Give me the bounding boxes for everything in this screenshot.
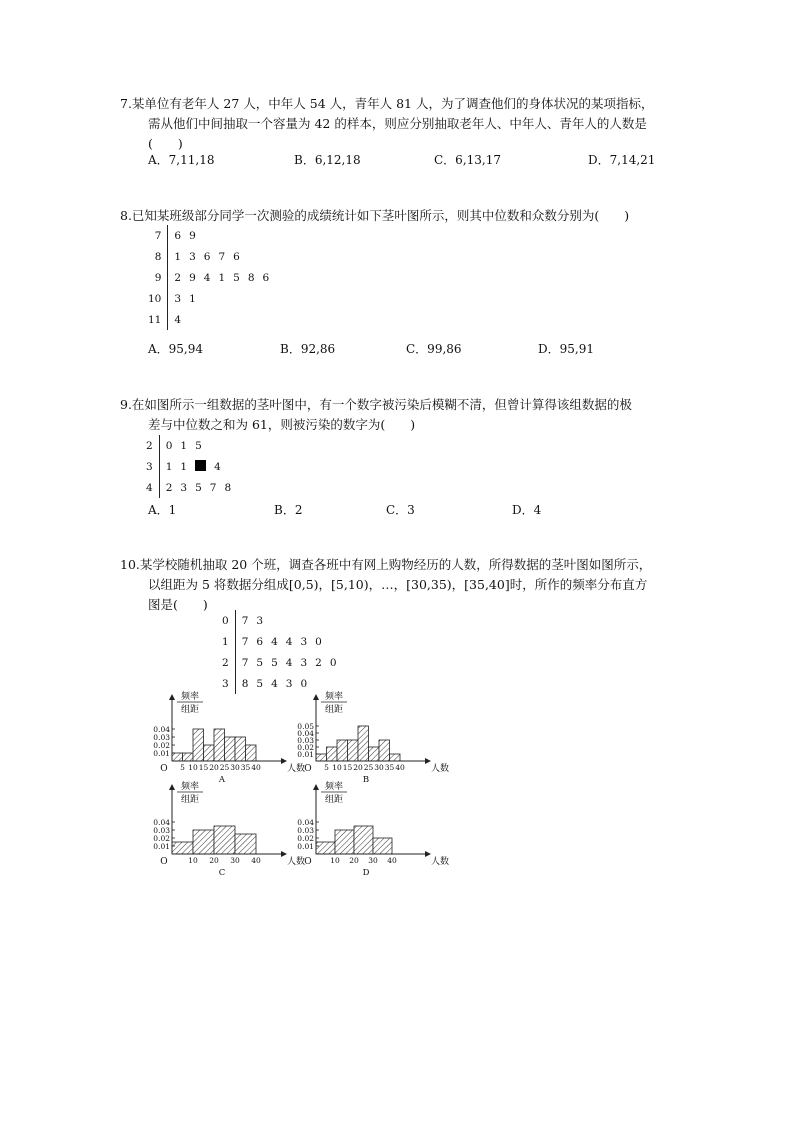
y-tick-label: 0.03 [153,826,170,835]
leaf-digit: 6 [256,635,264,648]
histogram-bar [316,754,327,761]
histogram-bar [235,834,256,854]
stem-value: 0 [222,610,235,631]
leaf-values [168,288,277,309]
x-tick-label: 5 [324,763,329,772]
q7-line3: ( ) [148,136,183,151]
stem-value: 2 [222,652,235,673]
leaf-digit: 4 [271,635,278,648]
x-tick-label: 30 [374,763,384,772]
stem-value: 7 [148,225,168,246]
x-tick-label: 15 [342,763,353,772]
q9-option-b[interactable]: B．2 [274,503,303,517]
histogram-bar [369,747,380,761]
y-tick-label: 0.01 [153,749,170,758]
x-tick-label: 25 [219,763,230,772]
y-tick-label: 0.01 [153,842,170,851]
x-tick-label: 35 [240,763,251,772]
histogram-bar [172,753,183,761]
y-tick-label: 0.01 [297,750,314,759]
y-axis-label-top: 频率 [180,692,200,702]
histogram-bar [193,830,214,854]
histogram-bar [335,830,354,854]
q8-option-a[interactable]: A．95,94 [148,342,204,356]
x-tick-label: 20 [209,763,219,772]
stem-leaf-row [148,246,277,267]
leaf-digit: 7 [241,635,249,648]
y-axis-label-bottom: 组距 [180,795,200,805]
y-tick-label: 0.03 [297,736,314,745]
stem-leaf-row [146,477,239,498]
chart-letter-label: B [362,775,370,785]
question-9 [120,395,710,435]
stem-leaf-row [222,610,345,631]
histogram-bar [246,745,257,761]
y-tick-label: 0.02 [297,834,314,843]
y-tick-label: 0.04 [297,818,314,827]
leaf-values [235,652,344,673]
leaf-digit: 3 [189,250,196,263]
chart-letter-label: D [362,868,370,878]
leaf-digit: 6 [174,229,182,242]
x-tick-label: 20 [349,856,359,865]
question-10 [120,555,710,615]
q8-stem-leaf-plot [148,225,277,330]
histogram-bar [348,740,359,761]
x-tick-label: 10 [188,763,198,772]
leaf-digit: 3 [285,677,293,690]
origin-label: O [304,857,312,867]
leaf-digit: 0 [315,635,322,648]
leaf-digit: 0 [300,677,308,690]
leaf-digit: 1 [165,461,173,473]
stem-value: 3 [146,456,159,477]
leaf-digit: 2 [315,656,322,669]
stem-value: 4 [146,477,159,498]
leaf-digit: 8 [247,271,255,284]
stem-leaf-row [222,631,345,652]
chart-letter-label: C [218,868,226,878]
q7-line2: 需从他们中间抽取一个容量为 42 的样本，则应分别抽取老年人、中年人、青年人的人数是 [148,116,647,131]
leaf-digit: 2 [174,271,182,284]
leaf-digit: 1 [180,461,188,473]
histogram-bar [225,737,236,761]
leaf-digit: 5 [256,677,264,690]
leaf-values [168,267,277,288]
leaf-digit: 2 [165,481,173,494]
y-tick-label: 0.02 [153,834,170,843]
leaf-digit: 8 [241,677,249,690]
y-tick-label: 0.05 [297,722,314,731]
x-tick-label: 10 [188,856,198,865]
histogram-bar [235,737,246,761]
histogram-bar [358,726,369,761]
x-axis-label: 人数 [430,764,450,774]
histogram-bar [316,842,335,854]
leaf-digit: 4 [285,656,293,669]
question-8 [120,206,710,226]
histogram-bar [193,729,204,761]
stem-value: 11 [148,309,168,330]
q9-stem-leaf-plot [146,435,239,498]
y-tick-label: 0.04 [153,725,170,734]
histogram-bar [204,745,215,761]
leaf-digit: 3 [300,635,308,648]
stem-leaf-row [148,309,277,330]
leaf-values [168,309,277,330]
q10-line3: 图是( ) [148,597,208,612]
leaf-digit: 5 [195,481,202,494]
leaf-digit: 5 [195,439,202,452]
q8-option-c[interactable]: C．99,86 [406,342,462,356]
q10-line1: 10.某学校随机抽取 20 个班，调查各班中有网上购物经历的人数，所得数据的茎叶图如图所示， [120,557,652,572]
q7-option-b[interactable]: B．6,12,18 [294,153,361,167]
x-tick-label: 20 [209,856,219,865]
stem-leaf-row [222,652,345,673]
x-tick-label: 40 [251,763,261,772]
smudged-digit [195,460,206,471]
stem-leaf-row [148,267,277,288]
leaf-values [235,610,344,631]
x-tick-label: 30 [230,763,240,772]
y-tick-label: 0.03 [153,733,170,742]
x-tick-label: 10 [332,763,342,772]
leaf-digit: 4 [285,635,293,648]
stem-leaf-row [146,435,239,456]
y-axis-label-top: 频率 [324,692,344,702]
y-axis-label-bottom: 组距 [180,705,200,715]
leaf-digit: 4 [271,677,278,690]
histogram-bar [327,747,338,761]
stem-value: 1 [222,631,235,652]
y-axis-label-bottom: 组距 [324,705,344,715]
x-tick-label: 40 [395,763,405,772]
leaf-values [168,225,277,246]
leaf-values [168,246,277,267]
q7-option-c[interactable]: C．6,13,17 [434,153,501,167]
stem-value: 10 [148,288,168,309]
leaf-digit: 9 [189,271,196,284]
leaf-digit: 0 [165,439,173,452]
leaf-values [159,435,239,456]
q8-option-d[interactable]: D．95,91 [538,342,594,356]
histogram-bar [390,754,401,761]
q9-line1: 9.在如图所示一组数据的茎叶图中，有一个数字被污染后模糊不清，但曾计算得该组数据的极 [120,397,632,412]
x-axis-label: 人数 [286,764,306,774]
q10-stem-leaf-plot [222,610,345,694]
x-tick-label: 5 [180,763,185,772]
histogram-bar [337,740,348,761]
stem-value: 9 [148,267,168,288]
x-tick-label: 40 [387,856,397,865]
leaf-digit: 8 [224,481,232,494]
leaf-digit: 5 [271,656,278,669]
y-tick-label: 0.01 [297,842,314,851]
x-tick-label: 10 [330,856,340,865]
chart-letter-label: A [218,775,226,785]
leaf-digit: 4 [214,461,221,473]
leaf-digit: 7 [241,614,249,627]
x-tick-label: 40 [251,856,261,865]
stem-leaf-row [148,288,277,309]
leaf-digit: 7 [218,250,226,263]
x-axis-label: 人数 [430,857,450,867]
histogram-bar [214,826,235,854]
q9-option-c[interactable]: C．3 [386,503,415,517]
q9-option-d[interactable]: D．4 [512,503,542,517]
leaf-digit: 7 [209,481,217,494]
x-tick-label: 30 [368,856,378,865]
q9-option-a[interactable]: A．1 [148,503,177,517]
stem-leaf-row [222,673,345,694]
leaf-digit: 3 [174,292,182,305]
origin-label: O [160,857,168,867]
x-tick-label: 25 [363,763,374,772]
x-tick-label: 20 [353,763,363,772]
y-axis-label-top: 频率 [324,782,344,792]
q10-line2: 以组距为 5 将数据分组成[0,5)，[5,10)，…，[30,35)，[35,40]时，所作的频率分布直方 [148,577,648,592]
leaf-values [159,456,239,477]
leaf-digit: 1 [218,271,226,284]
y-tick-label: 0.04 [153,818,170,827]
leaf-digit: 3 [300,656,308,669]
stem-value: 2 [146,435,159,456]
leaf-digit: 3 [256,614,264,627]
stem-leaf-row [146,456,239,477]
q7-option-a[interactable]: A．7,11,18 [148,153,215,167]
y-tick-label: 0.03 [297,826,314,835]
leaf-digit: 3 [180,481,188,494]
x-tick-label: 15 [198,763,209,772]
leaf-digit: 7 [241,656,249,669]
q8-option-b[interactable]: B．92,86 [280,342,336,356]
leaf-digit: 6 [262,271,270,284]
leaf-digit: 5 [233,271,240,284]
leaf-digit: 1 [180,439,188,452]
leaf-values [235,631,344,652]
histogram-bar [172,842,193,854]
histogram-bar [373,838,392,854]
histogram-bar [214,729,225,761]
origin-label: O [304,764,312,774]
x-axis-label: 人数 [286,857,306,867]
y-axis-label-top: 频率 [180,782,200,792]
question-7 [120,94,710,154]
histogram-bar [183,753,194,761]
leaf-digit: 0 [329,656,337,669]
q7-option-d[interactable]: D．7,14,21 [588,153,656,167]
y-tick-label: 0.04 [297,729,314,738]
y-tick-label: 0.02 [153,741,170,750]
q8-line1: 8.已知某班级部分同学一次测验的成绩统计如下茎叶图所示，则其中位数和众数分别为( ) [120,208,630,223]
leaf-digit: 5 [256,656,264,669]
histogram-bar [354,826,373,854]
leaf-values [159,477,239,498]
y-axis-label-bottom: 组距 [324,795,344,805]
stem-leaf-row [148,225,277,246]
x-tick-label: 35 [384,763,395,772]
origin-label: O [160,764,168,774]
histogram-bar [379,740,390,761]
stem-value: 8 [148,246,168,267]
leaf-digit: 9 [189,229,196,242]
leaf-digit: 4 [203,271,211,284]
leaf-digit: 1 [189,292,196,305]
q7-line1: 7.某单位有老年人 27 人，中年人 54 人，青年人 81 人，为了调查他们的身体状况的某项指标， [120,96,654,111]
q9-line2: 差与中位数之和为 61，则被污染的数字为( ) [148,417,416,432]
leaf-digit: 1 [174,250,182,263]
stem-value: 3 [222,673,235,694]
x-tick-label: 30 [230,856,240,865]
y-tick-label: 0.02 [297,743,314,752]
leaf-digit: 4 [174,313,182,326]
leaf-values [235,673,344,694]
leaf-digit: 6 [203,250,211,263]
leaf-digit: 6 [233,250,240,263]
